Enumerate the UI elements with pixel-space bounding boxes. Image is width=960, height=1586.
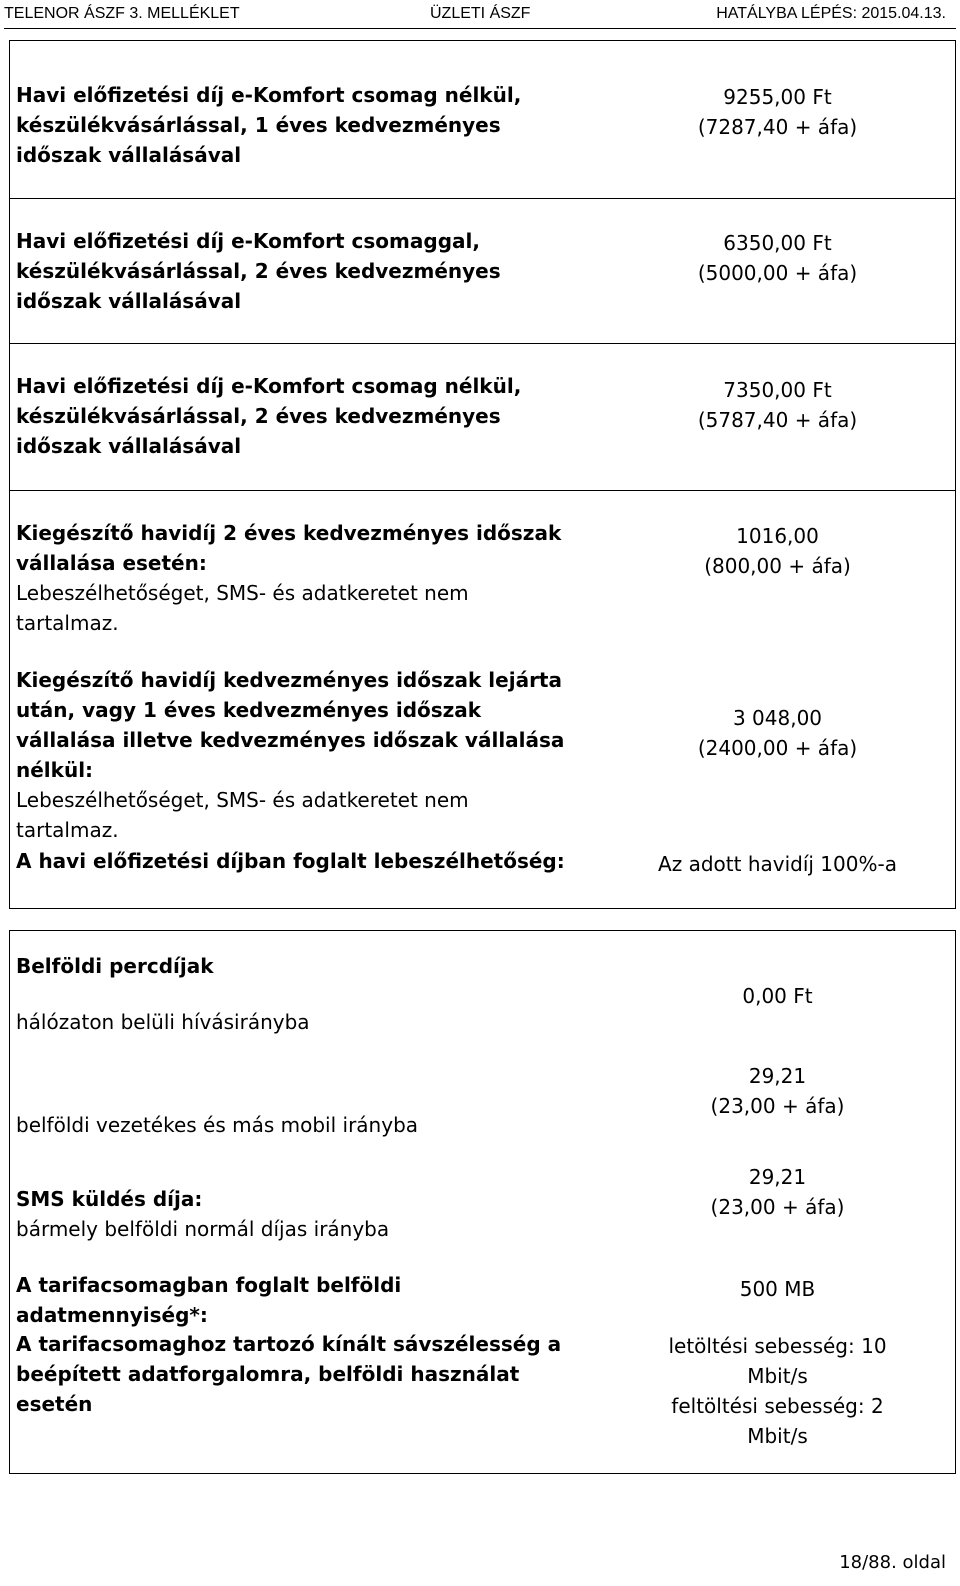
row5-label: Kiegészítő havidíj kedvezményes időszak lejárta után, vagy 1 éves kedvezményes időszak vállalása illetve kedvezményes időszak vállalása nélkül: Lebeszélhetőséget, SMS- és adatkeretet nem tartalmaz. [16,668,565,842]
row3-value: 7350,00 Ft (5787,40 + áfa) [697,378,858,432]
row4-value: 1016,00 (800,00 + áfa) [704,524,851,578]
row5-value: 3 048,00 (2400,00 + áfa) [697,706,858,760]
data-value: 500 MB [739,1277,816,1301]
domestic-title: Belföldi percdíjak [16,954,214,978]
bandwidth-value: letöltési sebesség: 10 Mbit/s feltöltési sebesség: 2 Mbit/s [668,1334,887,1448]
other-direction-label: belföldi vezetékes és más mobil irányba [16,1113,419,1137]
row2-value: 6350,00 Ft (5000,00 + áfa) [697,231,858,285]
row-divider [9,490,956,491]
data-title: A tarifacsomagban foglalt belföldi adatmennyiség*: [16,1273,402,1327]
in-network-value: 0,00 Ft [742,984,813,1008]
row-divider [9,198,956,199]
row-divider [9,343,956,344]
row1-label: Havi előfizetési díj e-Komfort csomag nélkül, készülékvásárlással, 1 éves kedvezményes időszak vállalásával [16,83,522,167]
other-direction-value: 29,21 (23,00 + áfa) [710,1064,845,1118]
header-left: TELENOR ÁSZF 3. MELLÉKLET [4,5,240,22]
row1-value: 9255,00 Ft (7287,40 + áfa) [697,85,858,139]
row6-label: A havi előfizetési díjban foglalt lebeszélhetőség: [16,849,565,873]
bandwidth-title: A tarifacsomaghoz tartozó kínált sávszélesség a beépített adatforgalomra, belföldi használat esetén [16,1332,562,1416]
header-center: ÜZLETI ÁSZF [430,5,531,22]
row6-value: Az adott havidíj 100%-a [658,852,897,876]
row4-label: Kiegészítő havidíj 2 éves kedvezményes időszak vállalása esetén: Lebeszélhetőséget, SMS- és adatkeretet nem tartalmaz. [16,521,562,635]
row3-label: Havi előfizetési díj e-Komfort csomag nélkül, készülékvásárlással, 2 éves kedvezményes időszak vállalásával [16,374,522,458]
sms-label: bármely belföldi normál díjas irányba [16,1217,390,1241]
in-network-label: hálózaton belüli hívásirányba [16,1010,310,1034]
row2-label: Havi előfizetési díj e-Komfort csomaggal, készülékvásárlással, 2 éves kedvezményes időszak vállalásával [16,229,501,313]
sms-value: 29,21 (23,00 + áfa) [710,1165,845,1219]
header-divider [4,28,956,29]
page-number: 18/88. oldal [839,1552,946,1573]
sms-title: SMS küldés díja: [16,1187,203,1211]
header-right: HATÁLYBA LÉPÉS: 2015.04.13. [716,5,946,22]
